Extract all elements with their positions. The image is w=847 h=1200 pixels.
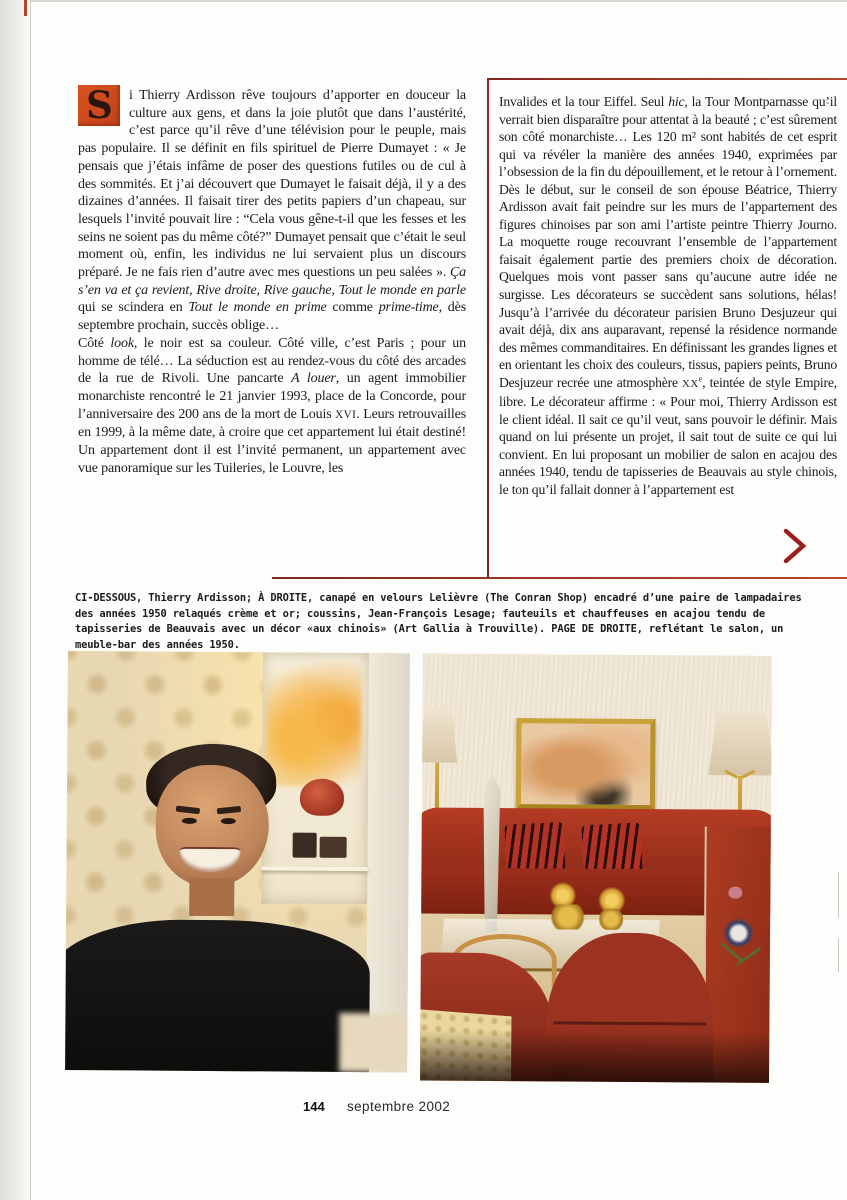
black-shirt — [65, 919, 370, 1072]
foreground-shadow — [420, 1029, 769, 1083]
article-left-column — [78, 83, 467, 477]
floor-lamp-right-shade — [708, 711, 772, 776]
shelf-object — [320, 837, 348, 858]
man-eye — [181, 817, 196, 824]
sconce-light-glow — [265, 661, 362, 787]
article-paragraph-1 — [78, 83, 466, 335]
column-rule-vertical — [487, 78, 489, 579]
floor-lamp-left-shade — [420, 707, 457, 763]
photo-salon — [420, 653, 772, 1082]
framed-painting — [516, 718, 656, 810]
continuation-chevron-icon — [783, 528, 807, 564]
photo-portrait-ardisson — [65, 651, 410, 1072]
paragraph-text: Côté look, le noir est sa couleur. Côté ville, c’est Paris ; pour un homme de télé… La séduction est au rendez-vous du côté des arcades de la rue de Rivoli. Une pancarte A louer, un agent immobilier monarchiste rencontré le 21 janvier 1993, place de la Concorde, pour l’anniversaire des 200 ans de la mort de Louis XVI. Leurs retrouvailles en 1999, à la même date, à croire que cet appartement lui était destiné! Un appartement dont il est l’invité permanent, un appartement avec vue panoramique sur les Tuileries, le Louvre, les — [78, 335, 467, 476]
dropcap-letter: S — [86, 83, 112, 127]
issue-date: septembre 2002 — [347, 1099, 451, 1114]
shelf-edge — [261, 866, 367, 871]
scan-edge-line — [30, 0, 31, 1200]
article-right-column — [499, 93, 837, 499]
paragraph-text: i Thierry Ardisson rêve toujours d’apporter en douceur la culture aux gens, et dans la joie plutôt que dans l’austérité, c’est parce qu’il rêve d’une télévision pour le peuple, mais pas populaire. Il se définit en fils spirituel de Pierre Dumayet : « Je pensais que j’étais infâme de poser des questions futiles ou de cul à des sommités. Et j’ai découvert que Dumayet le faisait déjà, il y a des dizaines d’années. Il faisait tirer des petits papiers d’un chapeau, sur lesquels l’invité pouvait lire : “Cela vous gêne-t-il que les fesses et les seins ne soient pas du même côté?” Dumayet pensait que c’était le seul moment où, enfin, les individus ne lui servaient plus un discours préparé. Je ne fais rien d’autre avec mes questions un peu salées ». Ça s’en va et ça revient, Rive droite, Rive gauche, Tout le monde en parle qui se scindera en Tout le monde en prime comme prime-time, dès septembre prochain, succès oblige… — [78, 88, 466, 334]
column-rule-top — [487, 78, 847, 80]
page-number: 144 — [303, 1099, 325, 1114]
red-table-lamp — [299, 778, 344, 816]
red-registration-tick — [24, 0, 27, 16]
blurred-foreground — [339, 1013, 408, 1072]
shelf-object — [292, 833, 316, 858]
article-paragraph-3 — [499, 93, 837, 499]
article-paragraph-2 — [78, 335, 466, 478]
column-rule-bottom — [272, 577, 847, 579]
gold-table-object — [550, 904, 585, 930]
dropcap-box — [78, 83, 129, 127]
photo-caption: CI-DESSOUS, Thierry Ardisson; À DROITE, canapé en velours Lelièvre (The Conran Shop) encadré d’une paire de lampadaires des années 1950 relaqués crème et or; coussins, Jean-François Lesage; fauteuils et chauffeuses en acajou tendu de tapisseries de Beauvais avec un décor «aux chinois» (Art Gallia à Trouville). PAGE DE DROITE, reflétant le salon, un meuble-bar des années 1950. — [75, 592, 802, 651]
photo-strip — [65, 651, 847, 1086]
man-neck — [189, 878, 234, 916]
scan-edge-left — [0, 0, 34, 1200]
paragraph-text: Invalides et la tour Eiffel. Seul hic, la Tour Montparnasse qu’il verrait bien disparaître pour attentat à la beauté ; c’est sûrement son côté monarchiste… Les 120 m² sont habités de cet esprit qui va révéler la manière des années 1940, exprimées par l’obsession de la fin du dépouillement, et le retour à l’ornement. Dès le début, sur le conseil de son épouse Béatrice, Thierry Ardisson avait fait peindre sur les murs de l’appartement des figures chinoises par son ami l’artiste peintre Thierry Journo. La moquette rouge recouvrant l’ensemble de l’appartement faisait également partie des premiers choix de décoration. Quelques mois vont passer sans qu’aucune autre idée ne surgisse. Les décorateurs se succèdent sans solutions, hélas! Jusqu’à l’arrivée du décorateur parisien Bruno Desjuzeur qui avait déjà, dix ans auparavant, repensé la résidence normande des mêmes commanditaires. En définissant les grandes lignes et en orientant les choix des couleurs, tissus, papiers peints, Bruno Desjuzeur recrée une atmosphère XXe, teintée de style Empire, libre. Le décorateur affirme : « Pour moi, Thierry Ardisson est le client idéal. Il sait ce qu’il veut, sans pouvoir le définir. Mais quand on lui présente un projet, il sait tout de suite ce qui lui convient. En lui proposant un mobilier de salon en acajou des années 1940, tendu de tapisseries de Beauvais au style chinois, le ton qu’il fallait donner à l’appartement est — [499, 94, 838, 498]
scan-edge-top — [31, 0, 847, 2]
page-footer — [0, 1099, 847, 1123]
gold-table-object — [599, 909, 624, 931]
wall-column — [366, 653, 410, 1072]
